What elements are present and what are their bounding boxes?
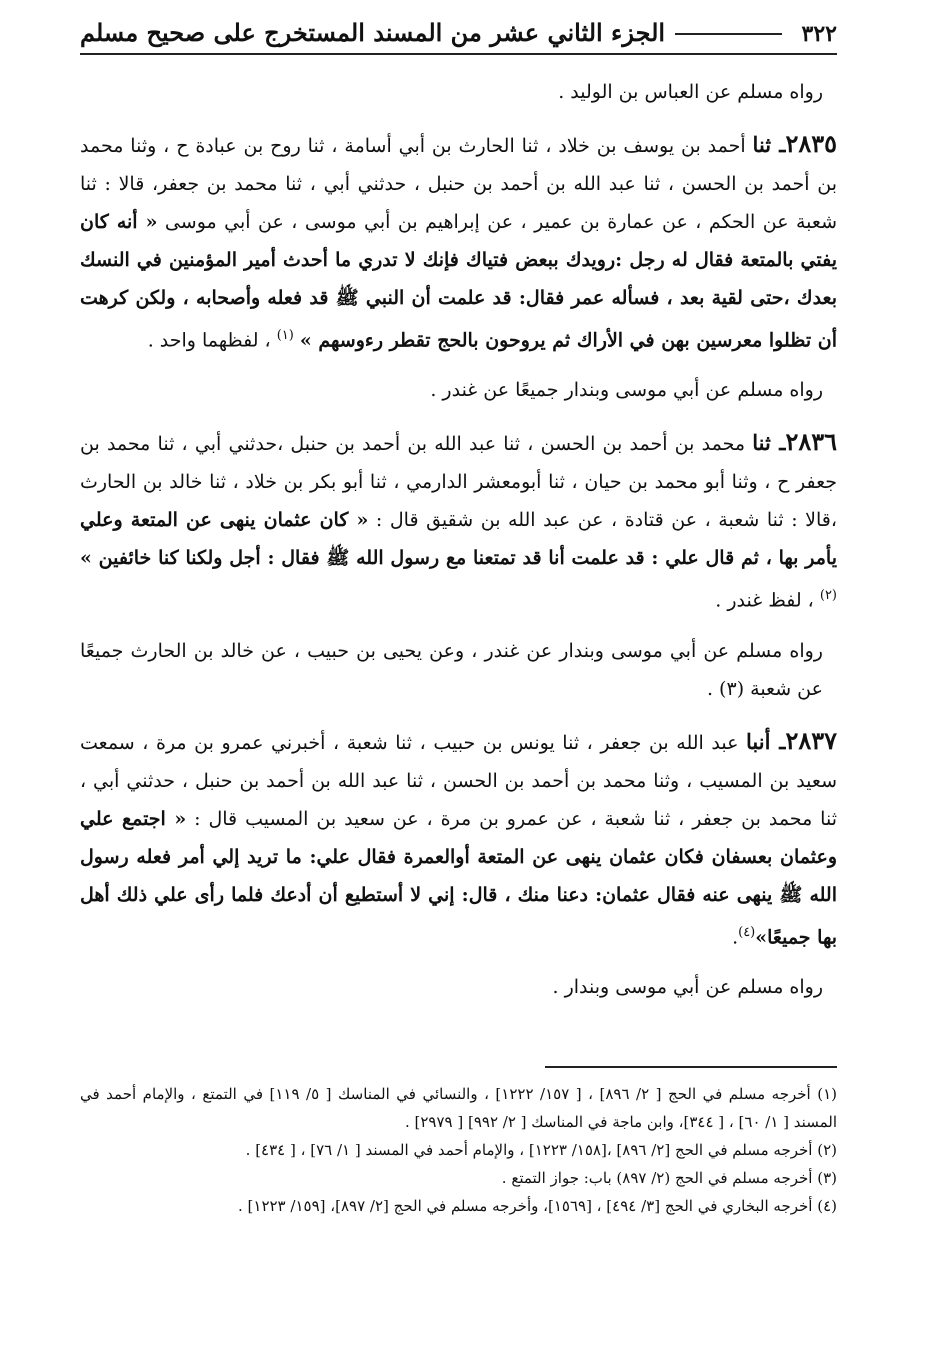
hadith-isnad: محمد بن أحمد بن الحسن ، ثنا عبد الله بن أحمد بن حنبل ،حدثني أبي ، ثنا محمد بن جعفر ح ، وثنا أبو محمد بن حيان ، ثنا أبومعشر الدارمي ، ثنا أبو بكر بن خلاد ، ثنا خالد بن الحارث ،قالا : ثنا شعبة ، عن قتادة ، عن عبد الله بن شقيق قال : [80, 433, 837, 532]
footnote-marker: (٤) [738, 924, 756, 940]
hadith-2835 [80, 125, 837, 359]
page-number: ٣٢٢ [801, 21, 837, 47]
hadith-narration: رواه مسلم عن أبي موسى وبندار عن غندر ، وعن يحيى بن حبيب ، عن خالد بن الحارث جميعًا عن شعبة (٣) . [80, 639, 823, 700]
hadith-keyword: ـ ثنا [752, 132, 786, 157]
intro-narration: رواه مسلم عن العباس بن الوليد . [558, 81, 823, 103]
footnotes [80, 1080, 837, 1220]
hadith-keyword: ـ أنبا [746, 728, 786, 754]
hadith-matn: « كان عثمان ينهى عن المتعة وعلي يأمر بها ، ثم قال علي : قد علمت أنا قد تمتعنا مع رسول الله ﷺ فقال : أجل ولكنا كنا خائفين » [80, 509, 837, 570]
footnote-rule [545, 1066, 837, 1068]
footnote-4: (٤) أخرجه البخاري في الحج [٣/ ٤٩٤] ، [١٥٦٩]، وأخرجه مسلم في الحج [٢/ ٨٩٧]، [١٥٩/ ١٢٢٣] . [238, 1196, 837, 1215]
hadith-tail: . [732, 925, 739, 948]
hadith-2836 [80, 423, 837, 619]
running-title: الجزء الثاني عشر من المسند المستخرج على صحيح مسلم [80, 18, 666, 47]
hadith-tail: ، لفظ غندر . [715, 589, 820, 612]
hadith-isnad: أحمد بن يوسف بن خلاد ، ثنا الحارث بن أبي أسامة ، ثنا روح بن عبادة ح ، وثنا محمد بن أحمد بن الحسن ، ثنا عبد الله بن أحمد بن حنبل ، حدثني أبي ، ثنا محمد بن جعفر، قالا : ثنا شعبة عن الحكم ، عن عمارة بن عمير ، عن إبراهيم بن أبي موسى ، عن أبي موسى [80, 135, 837, 233]
hadith-number: ٢٨٣٦ [785, 427, 837, 457]
footnote-1: (١) أخرجه مسلم في الحج [ ٢/ ٨٩٦] ، [ ١٥٧/ ١٢٢٢] ، والنسائي في المناسك [ ٥/ ١١٩] في التمتع ، والإمام أحمد في المسند [ ١/ ٦٠] ، [ ٣٤٤]، وابن ماجة في المناسك [ ٢/ ٩٩٢] [ ٢٩٧٩] . [80, 1084, 837, 1131]
footnote-3: (٣) أخرجه مسلم في الحج (٢/ ٨٩٧) باب: جواز التمتع . [501, 1168, 837, 1187]
footnote-2: (٢) أخرجه مسلم في الحج [٢/ ٨٩٦] ،[١٥٨/ ١٢٢٣] ، والإمام أحمد في المسند [ ١/ ٧٦] ، [ ٤٣٤] . [245, 1140, 837, 1159]
hadith-narration: رواه مسلم عن أبي موسى وبندار . [552, 975, 823, 998]
footnote-marker: (٢) [819, 588, 837, 604]
hadith-matn: « اجتمع علي وعثمان بعسفان فكان عثمان ينهى عن المتعة أوالعمرة فقال علي: ما تريد إلي أمر فعله رسول الله ﷺ ينهى عنه فقال عثمان: دعنا منك ، قال: إني لا أستطيع أن أدعك فلما رأى علي ذلك أهل بها جميعًا» [80, 807, 837, 948]
hadith-tail: ، لفظهما واحد . [147, 329, 277, 352]
header-rule [675, 33, 781, 35]
hadith-number: ٢٨٣٥ [785, 129, 838, 158]
hadith-2837 [80, 722, 837, 956]
hadith-matn: « أنه كان يفتي بالمتعة فقال له رجل :رويدك ببعض فتياك فإنك لا تدري ما أحدث أمير المؤمنين في النسك بعدك ،حتى لقية بعد ، فسأله عمر فقال: قد علمت أن النبي ﷺ قد فعله وأصحابه ، ولكن كرهت أن تظلوا معرسين بهن في الأراك ثم يروحون بالحج تقطر رءوسهم » [80, 211, 837, 352]
page-header [80, 18, 837, 55]
hadith-isnad: عبد الله بن جعفر ، ثنا يونس بن حبيب ، ثنا شعبة ، أخبرني عمرو بن مرة ، سمعت سعيد بن المسيب ، وثنا محمد بن أحمد بن الحسن ، ثنا عبد الله بن أحمد بن حنبل ، حدثني أبي ، ثنا محمد بن جعفر ، ثنا شعبة ، عن عمرو بن مرة ، عن سعيد بن المسيب قال : [80, 731, 837, 830]
hadith-keyword: ـ ثنا [752, 430, 786, 456]
hadith-number: ٢٨٣٧ [785, 725, 837, 755]
hadith-narration: رواه مسلم عن أبي موسى وبندار جميعًا عن غندر . [430, 379, 823, 402]
footnote-marker: (١) [276, 328, 294, 343]
